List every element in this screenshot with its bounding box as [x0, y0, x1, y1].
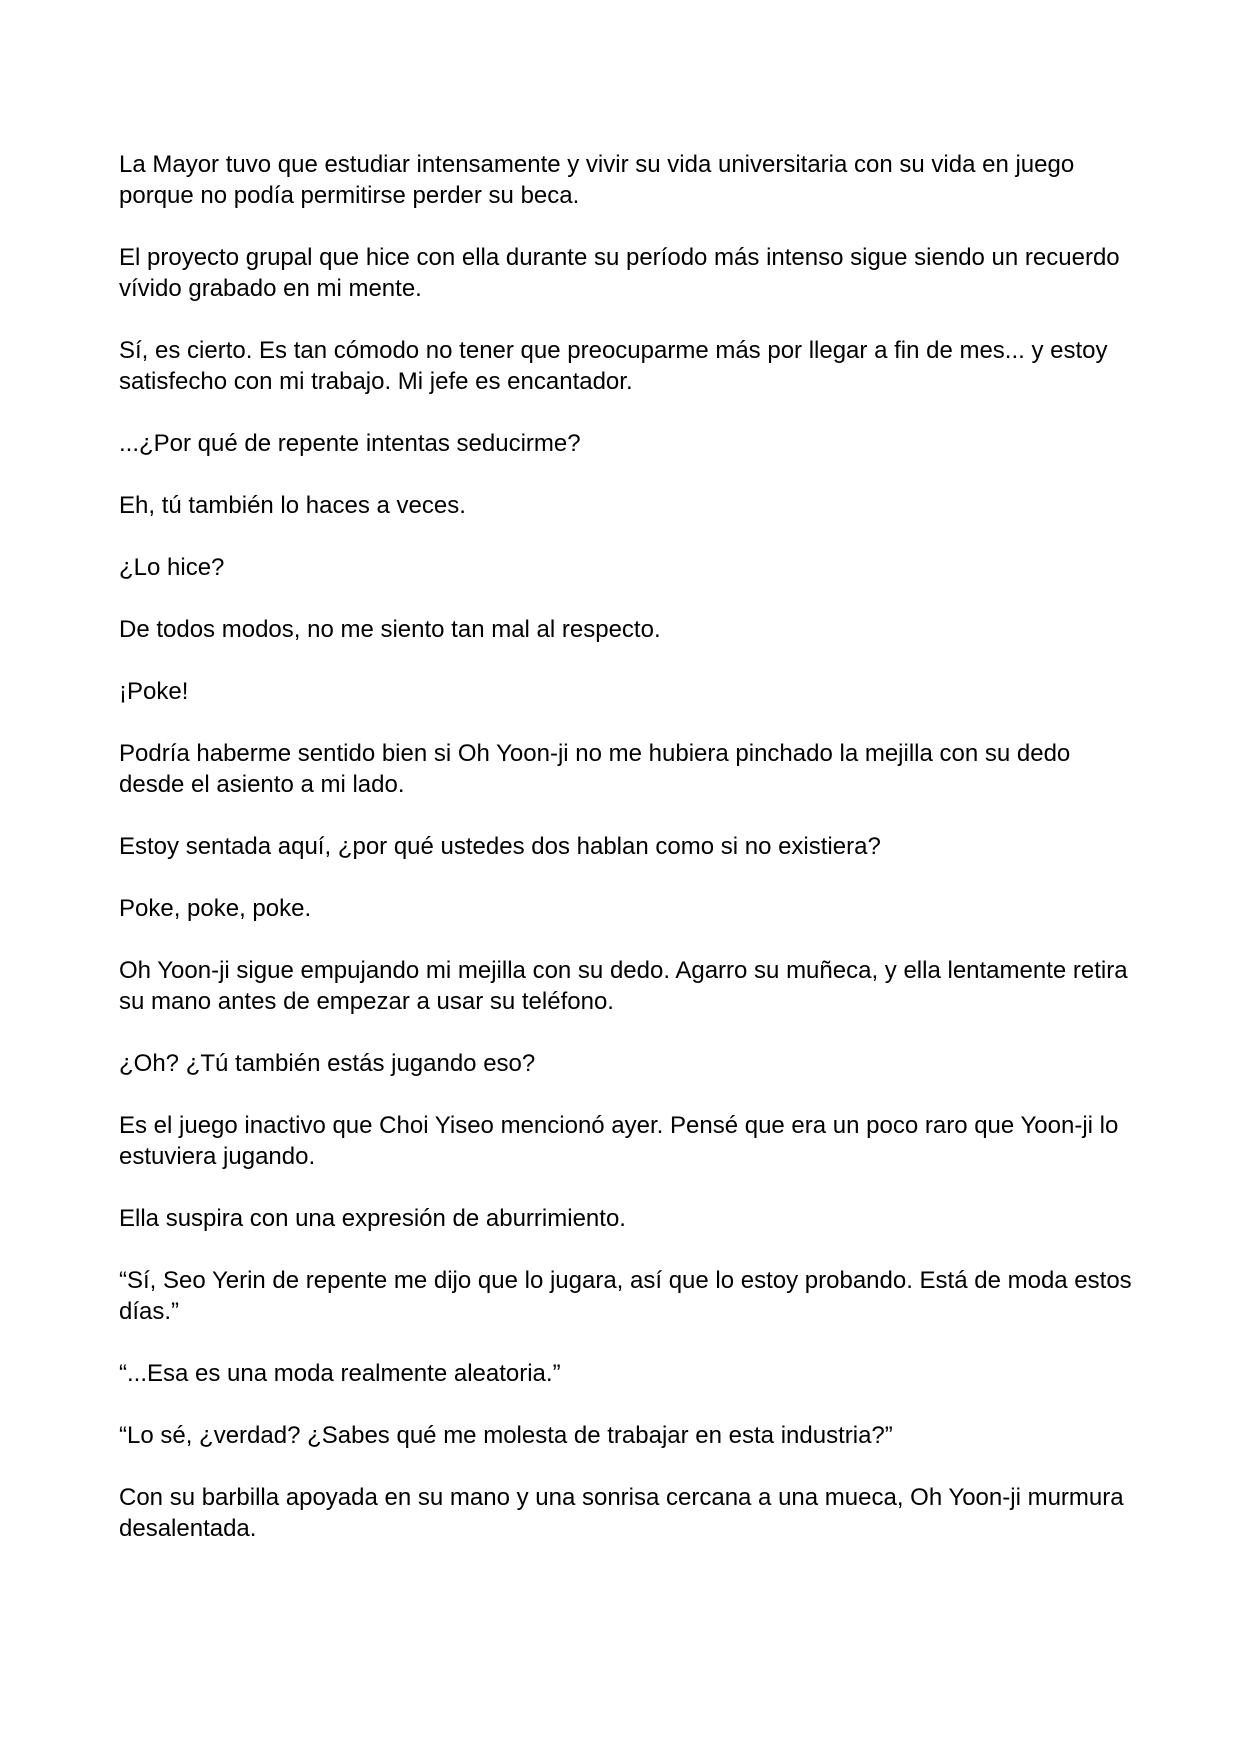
paragraph: ...¿Por qué de repente intentas seducirme? [119, 430, 581, 457]
paragraph: Con su barbilla apoyada en su mano y una sonrisa cercana a una mueca, Oh Yoon-ji murmura desalentada. [119, 1484, 1124, 1542]
paragraph: Podría haberme sentido bien si Oh Yoon-ji no me hubiera pinchado la mejilla con su dedo desde el asiento a mi lado. [119, 740, 1071, 798]
paragraph: “Sí, Seo Yerin de repente me dijo que lo jugara, así que lo estoy probando. Está de moda estos días.” [119, 1267, 1132, 1325]
paragraph: La Mayor tuvo que estudiar intensamente y vivir su vida universitaria con su vida en juego porque no podía permitirse perder su beca. [119, 151, 1075, 209]
document-body [119, 149, 1139, 1575]
paragraph: Es el juego inactivo que Choi Yiseo mencionó ayer. Pensé que era un poco raro que Yoon-ji lo estuviera jugando. [119, 1112, 1119, 1170]
paragraph: Eh, tú también lo haces a veces. [119, 492, 466, 519]
paragraph: El proyecto grupal que hice con ella durante su período más intenso sigue siendo un recuerdo vívido grabado en mi mente. [119, 244, 1120, 302]
paragraph: Poke, poke, poke. [119, 895, 312, 922]
paragraph: De todos modos, no me siento tan mal al respecto. [119, 616, 661, 643]
paragraph: Ella suspira con una expresión de aburrimiento. [119, 1205, 626, 1232]
paragraph: ¿Lo hice? [119, 554, 225, 581]
paragraph: Oh Yoon-ji sigue empujando mi mejilla con su dedo. Agarro su muñeca, y ella lentamente retira su mano antes de empezar a usar su teléfono. [119, 957, 1128, 1015]
paragraph: ¡Poke! [119, 678, 189, 705]
paragraph: Sí, es cierto. Es tan cómodo no tener que preocuparme más por llegar a fin de mes... y estoy satisfecho con mi trabajo. Mi jefe es encantador. [119, 337, 1108, 395]
paragraph: Estoy sentada aquí, ¿por qué ustedes dos hablan como si no existiera? [119, 833, 881, 860]
paragraph: “Lo sé, ¿verdad? ¿Sabes qué me molesta de trabajar en esta industria?” [119, 1422, 893, 1449]
paragraph: ¿Oh? ¿Tú también estás jugando eso? [119, 1050, 536, 1077]
paragraph: “...Esa es una moda realmente aleatoria.” [119, 1360, 561, 1387]
